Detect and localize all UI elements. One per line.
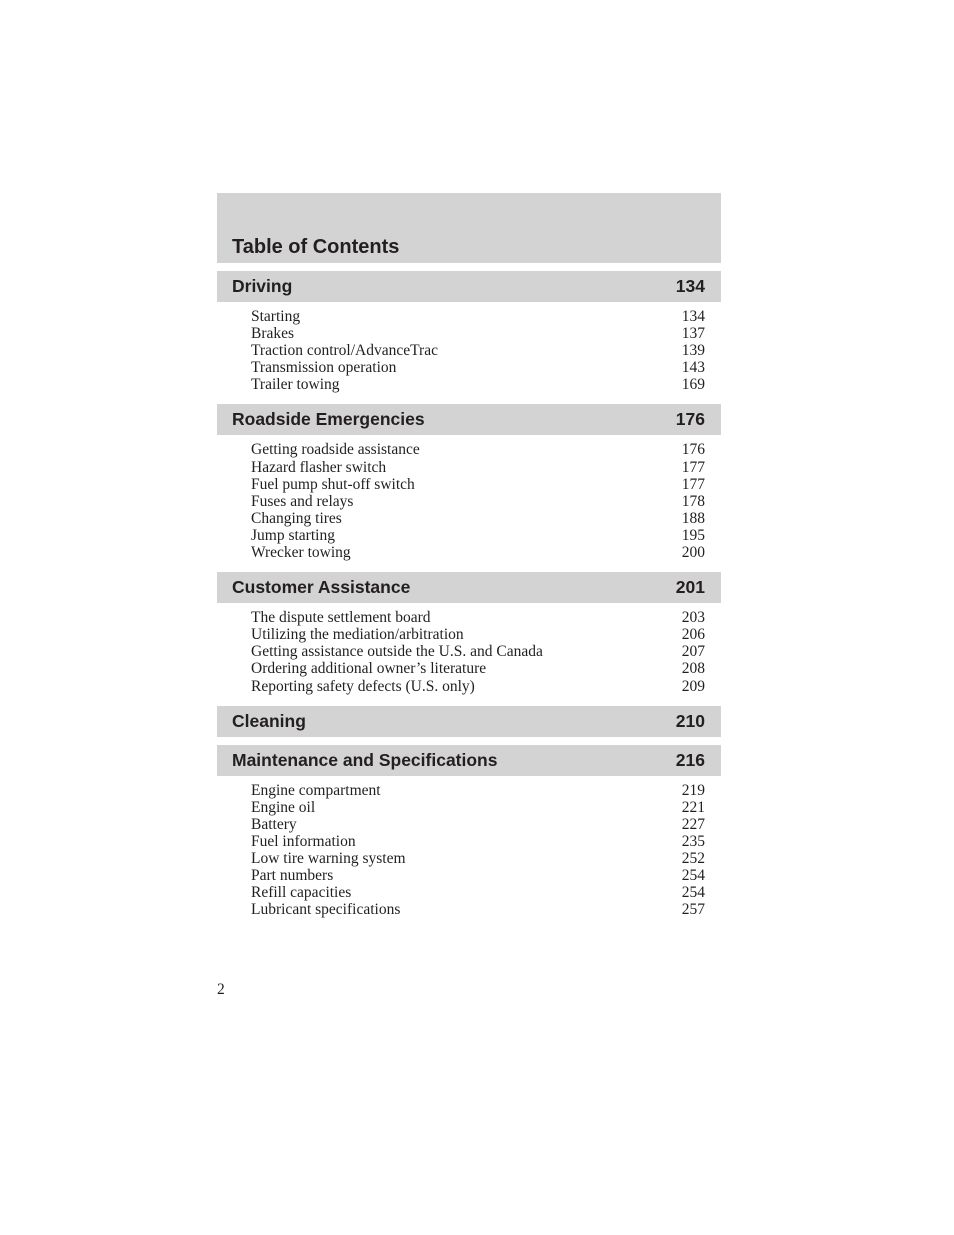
toc-section [217, 745, 721, 922]
entry-label: Engine oil [251, 798, 316, 816]
entry-label: Battery [251, 815, 297, 833]
section-title: Roadside Emergencies [232, 409, 425, 430]
entry-page: 143 [681, 359, 705, 377]
entry-label: Starting [251, 308, 301, 325]
toc-section [217, 572, 721, 697]
toc-entry[interactable] [251, 325, 705, 342]
toc-entry[interactable] [251, 459, 705, 476]
entry-page: 254 [681, 884, 705, 902]
toc-entry[interactable] [251, 441, 705, 458]
section-page: 201 [675, 577, 705, 598]
entry-label: Reporting safety defects (U.S. only) [251, 677, 475, 695]
toc-entry[interactable] [251, 376, 705, 393]
toc-section [217, 706, 721, 737]
entry-page: 188 [681, 509, 705, 527]
entry-page: 177 [681, 458, 705, 476]
toc-entry[interactable] [251, 850, 705, 867]
entry-page: 254 [681, 867, 705, 885]
entry-label: Engine compartment [251, 781, 381, 799]
entry-label: Jump starting [251, 526, 335, 544]
toc-entry[interactable] [251, 816, 705, 833]
entry-label: Utilizing the mediation/arbitration [251, 626, 464, 644]
entry-label: Low tire warning system [251, 849, 406, 867]
entry-page: 134 [681, 308, 705, 325]
page-title: Table of Contents [232, 236, 400, 258]
entry-label: Changing tires [251, 509, 342, 527]
toc-entry[interactable] [251, 342, 705, 359]
section-heading[interactable] [217, 745, 721, 776]
section-heading[interactable] [217, 404, 721, 435]
entry-page: 235 [681, 832, 705, 850]
section-heading[interactable] [217, 706, 721, 737]
section-heading[interactable] [217, 271, 721, 302]
entry-page: 221 [681, 798, 705, 816]
entry-page: 177 [681, 475, 705, 493]
entry-page: 207 [681, 643, 705, 661]
entry-label: Transmission operation [251, 359, 397, 377]
toc-entry[interactable] [251, 884, 705, 901]
entry-label: Lubricant specifications [251, 901, 401, 919]
entry-label: Brakes [251, 325, 295, 343]
entry-page: 209 [681, 677, 705, 695]
section-page: 176 [675, 409, 705, 430]
section-title: Maintenance and Specifications [232, 749, 498, 770]
toc-entry[interactable] [251, 493, 705, 510]
toc-entry[interactable] [251, 901, 705, 918]
section-page: 216 [675, 749, 705, 770]
table-of-contents [217, 193, 721, 921]
toc-entry[interactable] [251, 359, 705, 376]
section-heading[interactable] [217, 572, 721, 603]
entry-label: Part numbers [251, 867, 334, 885]
section-page: 134 [675, 276, 705, 296]
toc-entry[interactable] [251, 476, 705, 493]
toc-entry[interactable] [251, 782, 705, 799]
toc-header [217, 193, 721, 263]
entry-page: 252 [681, 849, 705, 867]
section-items [217, 776, 721, 922]
entry-label: Refill capacities [251, 884, 352, 902]
entry-page: 257 [681, 901, 705, 919]
toc-entry[interactable] [251, 626, 705, 643]
page-number: 2 [217, 981, 225, 998]
section-title: Customer Assistance [232, 577, 411, 598]
entry-label: Hazard flasher switch [251, 458, 387, 476]
toc-section [217, 404, 721, 564]
entry-page: 178 [681, 492, 705, 510]
entry-page: 206 [681, 626, 705, 644]
toc-entry[interactable] [251, 544, 705, 561]
entry-page: 176 [681, 441, 705, 459]
toc-entry[interactable] [251, 308, 705, 325]
entry-page: 200 [681, 544, 705, 562]
entry-label: Getting assistance outside the U.S. and Canada [251, 643, 543, 661]
entry-label: Traction control/AdvanceTrac [251, 342, 438, 360]
entry-label: Fuel pump shut-off switch [251, 475, 415, 493]
toc-sections [217, 271, 721, 921]
toc-entry[interactable] [251, 678, 705, 695]
toc-entry[interactable] [251, 643, 705, 660]
entry-page: 208 [681, 660, 705, 678]
toc-entry[interactable] [251, 510, 705, 527]
toc-section [217, 271, 721, 396]
toc-entry[interactable] [251, 799, 705, 816]
section-items [217, 435, 721, 564]
toc-entry[interactable] [251, 609, 705, 626]
entry-label: Ordering additional owner’s literature [251, 660, 487, 678]
entry-page: 137 [681, 325, 705, 343]
entry-page: 195 [681, 526, 705, 544]
entry-page: 169 [681, 376, 705, 394]
entry-page: 219 [681, 781, 705, 799]
entry-page: 227 [681, 815, 705, 833]
entry-label: Fuel information [251, 832, 356, 850]
entry-page: 203 [681, 609, 705, 627]
toc-entry[interactable] [251, 527, 705, 544]
entry-label: Wrecker towing [251, 544, 351, 562]
entry-page: 139 [681, 342, 705, 360]
section-page: 210 [675, 710, 705, 731]
entry-label: The dispute settlement board [251, 609, 431, 627]
section-title: Driving [232, 276, 293, 296]
entry-label: Getting roadside assistance [251, 441, 420, 459]
section-title: Cleaning [232, 710, 306, 731]
section-items [217, 302, 721, 396]
toc-entry[interactable] [251, 833, 705, 850]
section-items [217, 603, 721, 697]
entry-label: Trailer towing [251, 376, 340, 394]
toc-entry[interactable] [251, 867, 705, 884]
toc-entry[interactable] [251, 660, 705, 677]
entry-label: Fuses and relays [251, 492, 354, 510]
